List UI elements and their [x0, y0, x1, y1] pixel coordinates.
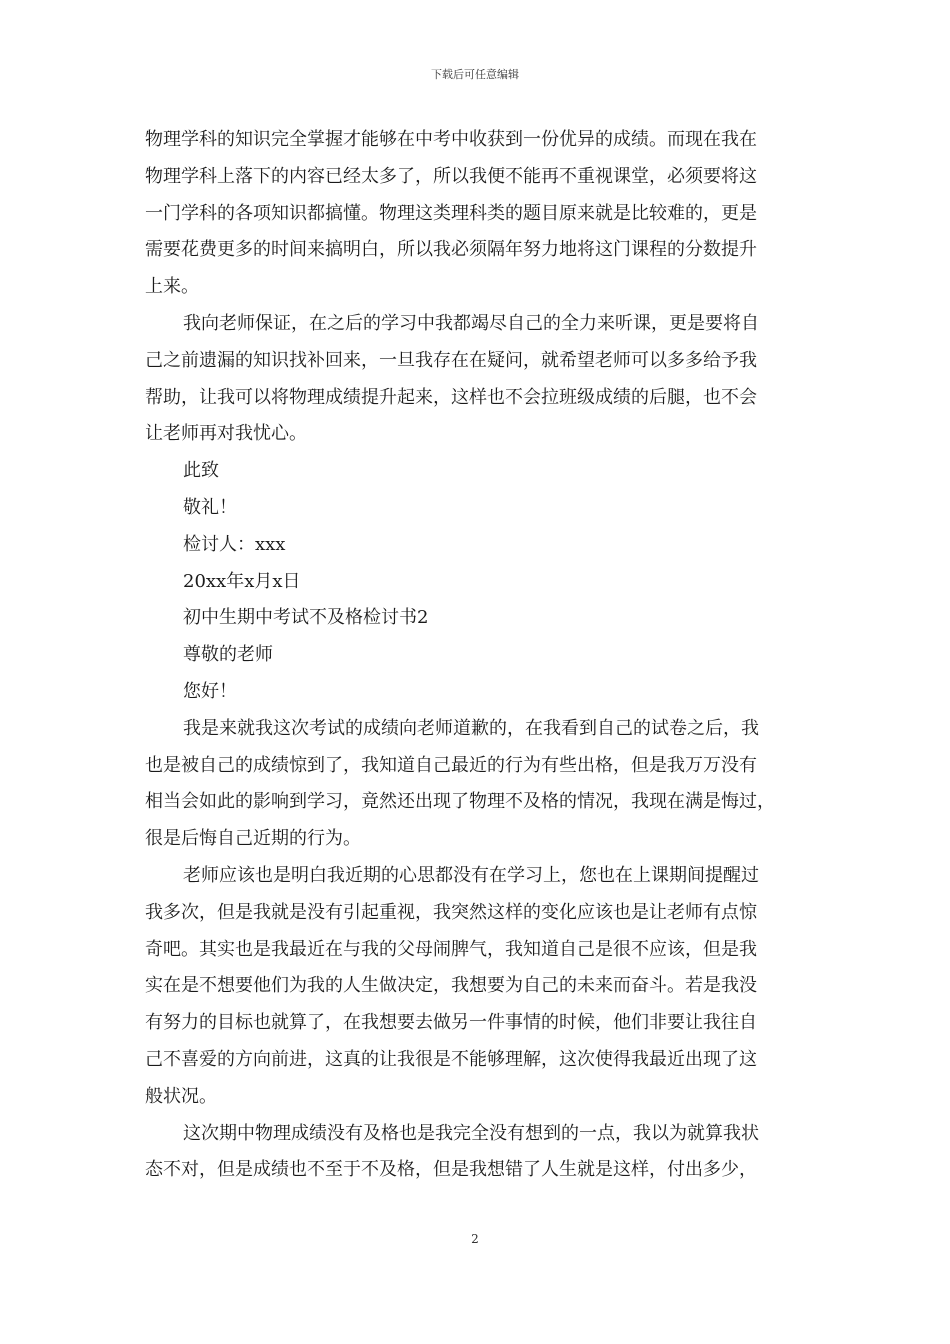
text-line: 己之前遗漏的知识找补回来，一旦我存在在疑问，就希望老师可以多多给予我 — [145, 349, 757, 371]
closing-line: 此致 — [183, 460, 219, 482]
text-line: 很是后悔自己近期的行为。 — [145, 828, 361, 850]
page-number: 2 — [471, 1232, 479, 1246]
signature-line: 检讨人：xxx — [183, 533, 286, 555]
text-line: 物理学科上落下的内容已经太多了，所以我便不能再不重视课堂，必须要将这 — [145, 165, 757, 187]
greeting-line: 尊敬的老师 — [183, 644, 273, 666]
section-title: 初中生期中考试不及格检讨书2 — [183, 607, 429, 629]
paragraph-start-line: 我是来就我这次考试的成绩向老师道歉的，在我看到自己的试卷之后，我 — [183, 717, 759, 739]
text-line: 奇吧。其实也是我最近在与我的父母闹脾气，我知道自己是很不应该，但是我 — [145, 938, 757, 960]
text-line: 相当会如此的影响到学习，竟然还出现了物理不及格的情况，我现在满是悔过， — [145, 791, 775, 813]
page-header: 下载后可任意编辑 — [431, 68, 519, 81]
text-line: 己不喜爱的方向前进，这真的让我很是不能够理解，这次使得我最近出现了这 — [145, 1048, 757, 1070]
document-body — [145, 122, 820, 1189]
text-line: 需要花费更多的时间来搞明白，所以我必须隔年努力地将这门课程的分数提升 — [145, 239, 757, 261]
text-line: 上来。 — [145, 276, 199, 298]
text-line: 物理学科的知识完全掌握才能够在中考中收获到一份优异的成绩。而现在我在 — [145, 129, 757, 150]
text-line: 般状况。 — [145, 1085, 217, 1107]
text-line: 有努力的目标也就算了，在我想要去做另一件事情的时候，他们非要让我往自 — [145, 1012, 757, 1034]
greeting-line: 您好！ — [183, 680, 237, 702]
salutation-line: 敬礼！ — [183, 496, 237, 518]
text-line: 也是被自己的成绩惊到了，我知道自己最近的行为有些出格，但是我万万没有 — [145, 754, 757, 776]
text-line: 让老师再对我忧心。 — [145, 423, 307, 445]
text-line: 帮助，让我可以将物理成绩提升起来，这样也不会拉班级成绩的后腿，也不会 — [145, 386, 757, 408]
paragraph-start-line: 我向老师保证，在之后的学习中我都竭尽自己的全力来听课，更是要将自 — [183, 312, 759, 334]
paragraph-start-line: 老师应该也是明白我近期的心思都没有在学习上，您也在上课期间提醒过 — [183, 864, 759, 886]
text-line: 实在是不想要他们为我的人生做决定，我想要为自己的未来而奋斗。若是我没 — [145, 975, 757, 997]
text-line: 态不对，但是成绩也不至于不及格，但是我想错了人生就是这样，付出多少， — [145, 1159, 757, 1181]
date-line: 20xx年x月x日 — [183, 570, 301, 592]
text-line: 一门学科的各项知识都搞懂。物理这类理科类的题目原来就是比较难的，更是 — [145, 202, 757, 224]
text-line: 我多次，但是我就是没有引起重视，我突然这样的变化应该也是让老师有点惊 — [145, 901, 757, 923]
paragraph-start-line: 这次期中物理成绩没有及格也是我完全没有想到的一点，我以为就算我状 — [183, 1122, 759, 1144]
